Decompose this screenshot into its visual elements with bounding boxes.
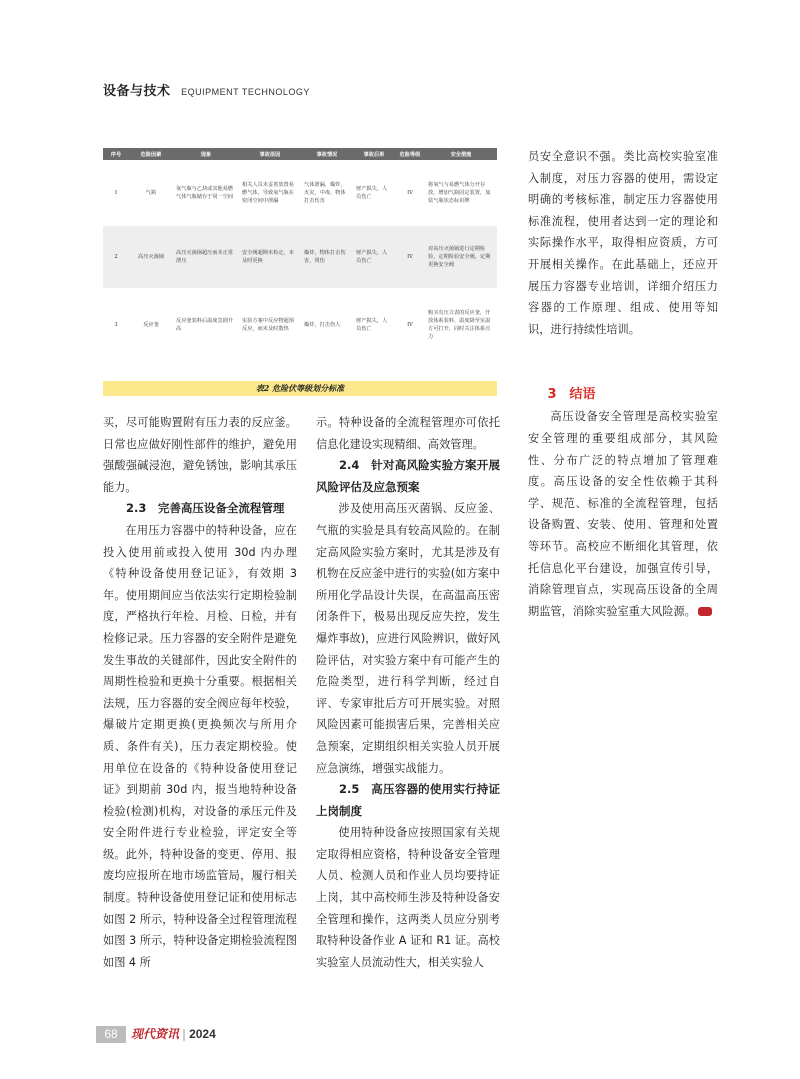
cell-measures: 将氧气与易燃气体分开存放，增加气瓶固定装置，加装气瓶状态标识牌	[425, 160, 497, 226]
cell-measures: 购买有压力表的反应釜，开放体系装料，温度降至室温方可打开，同时关注体系压力	[425, 288, 497, 362]
cell-level: IV	[395, 160, 425, 226]
th-hazard: 危险因素	[129, 148, 173, 160]
cell-level: IV	[395, 288, 425, 362]
cell-hazard: 高压灭菌锅	[129, 226, 173, 288]
paragraph-conclusion	[528, 406, 718, 622]
column-right	[528, 146, 718, 622]
section-heading-2-5: 2.5 高压容器的使用实行持证上岗制度	[316, 782, 500, 818]
cell-hazard: 反应釜	[129, 288, 173, 362]
cell-hazard: 气瓶	[129, 160, 173, 226]
page-number: 68	[96, 1026, 126, 1043]
conclusion-text: 高压设备安全管理是高校实验室安全管理的重要组成部分，其风险性、分布广泛的特点增加了管理难度。高压设备的安全性依赖于其科学、规范、标准的全流程管理，包括设备购置、安装、使用、管理和处置等环节。高校应不断细化其管理，依托信息化平台建设，加强宣传引导，消除管理盲点，实现高压设备的全周期监管，消除实验室重大风险源。	[528, 410, 718, 618]
paragraph: 在用压力容器中的特种设备，应在投入使用前或投入使用 30d 内办理《特种设备使用登记证》，有效期 3 年。使用期间应当依法实行定期检验制度，严格执行年检、月检、日检，并有检修记录。压力容器的安全附件是避免发生事故的关键部件，因此安全附件的周期性检验和更换十分重要。根据相关法规，压力容器的安全阀应每年校验，爆破片定期更换(更换频次与所用介质、条件有关)，压力表定期校验。使用单位在设备的《特种设备使用登记证》到期前 30d 内，报当地特种设备检验(检测)机构，对设备的承压元件及安全附件进行专业检验，评定安全等级。此外，特种设备的变更、停用、报废均应报所在地市场监管局，履行相关制度。特种设备使用登记证和使用标志如图 2 所示，特种设备全过程管理流程如图 3 所示，特种设备定期检验流程图如图 4 所	[103, 523, 297, 969]
header-section-cn: 设备与技术	[103, 84, 171, 99]
magazine-name: 现代资讯	[131, 1027, 180, 1041]
cell-phenomenon: 高压灭菌锅超压而未正常泄压	[173, 226, 239, 288]
th-measures: 安全措施	[425, 148, 497, 160]
th-level: 危险等级	[395, 148, 425, 160]
column-middle	[316, 412, 500, 973]
cell-phenomenon: 氧气瓶与乙炔或其他易燃气体气瓶储存于同一空间	[173, 160, 239, 226]
cell-cause: 实验方案中反应物超预反应，而未及时散热	[239, 288, 301, 362]
th-index: 序号	[103, 148, 129, 160]
cell-level: IV	[395, 226, 425, 288]
cell-measures: 对高压灭菌锅进行定期检验，定期检验安全阀，定期更换安全阀	[425, 226, 497, 288]
paragraph: 使用特种设备应按照国家有关规定取得相应资格，特种设备安全管理人员、检测人员和作业人员均要持证上岗，其中高校师生涉及特种设备安全管理和操作，这两类人员应分别考取特种设备作业 A 证和 R1 证。高校实验室人员流动性大，相关实验人	[316, 826, 500, 969]
cell-consequence: 财产损失，人员伤亡	[353, 160, 395, 226]
table-row	[103, 226, 497, 288]
paragraph: 示。特种设备的全流程管理亦可依托信息化建设实现精细、高效管理。	[316, 416, 500, 451]
table-row	[103, 288, 497, 362]
paragraph: 员安全意识不强。类比高校实验室准入制度，对压力容器的使用，需设定明确的考核标准，制定压力容器使用标准流程，使用者达到一定的理论和实际操作水平，取得相应资质，方可开展相关操作。在此基础上，还应开展压力容器专业培训，详细介绍压力容器的工作原理、组成、使用等知识，进行持续性培训。	[528, 150, 718, 336]
cell-index: 1	[103, 160, 129, 226]
cell-situation: 爆炸，物体打击伤害，烫伤	[301, 226, 353, 288]
cell-cause: 安全阀超期未检定，未及时更换	[239, 226, 301, 288]
column-left	[103, 412, 297, 973]
running-header	[103, 80, 310, 99]
th-situation: 事故情况	[301, 148, 353, 160]
header-section-en: EQUIPMENT TECHNOLOGY	[181, 87, 310, 97]
paragraph: 涉及使用高压灭菌锅、反应釜、气瓶的实验是具有较高风险的。在制定高风险实验方案时，尤其是涉及有机物在反应釜中进行的实验(如方案中所用化学品设计失误，在高温高压密闭条件下，极易出现反应失控，发生爆炸事故)，应进行风险辨识，做好风险评估，对实验方案中有可能产生的危险类型，进行科学判断，经过自评、专家审批后方可开展实验。对照风险因素可能损害后果，完善相关应急预案，定期组织相关实验人员开展应急演练，增强实战能力。	[316, 502, 500, 775]
article-end-icon	[698, 607, 712, 616]
cell-situation: 气体泄漏，爆炸，火灾，中毒，物体打击伤害	[301, 160, 353, 226]
th-cause: 事故原因	[239, 148, 301, 160]
th-consequence: 事故后果	[353, 148, 395, 160]
table-row	[103, 160, 497, 226]
th-phenomenon: 现象	[173, 148, 239, 160]
table-header-row	[103, 148, 497, 160]
footer-magazine	[131, 1026, 216, 1043]
cell-index: 2	[103, 226, 129, 288]
cell-situation: 爆炸，打击伤人	[301, 288, 353, 362]
table-caption: 表2 危险伏等级划分标准	[103, 381, 497, 396]
hazard-table-figure	[103, 148, 497, 398]
section-heading-conclusion: 3 结语	[547, 387, 596, 403]
issue-year: 2024	[189, 1027, 216, 1041]
section-heading-2-4: 2.4 针对高风险实验方案开展风险评估及应急预案	[316, 458, 500, 494]
cell-index: 3	[103, 288, 129, 362]
section-heading-2-3: 2.3 完善高压设备全流程管理	[126, 501, 285, 516]
cell-consequence: 财产损失，人员伤亡	[353, 288, 395, 362]
cell-phenomenon: 反应釜装料后温度急剧升高	[173, 288, 239, 362]
cell-cause: 相关人员未妥善放置易燃气体，导致氧气瓶在密闭空间中泄漏	[239, 160, 301, 226]
paragraph: 买，尽可能购置附有压力表的反应釜。日常也应做好刚性部件的维护，避免用强酸强碱浸泡，避免锈蚀，影响其承压能力。	[103, 416, 297, 494]
cell-consequence: 财产损失，人员伤亡	[353, 226, 395, 288]
footer-separator: |	[182, 1027, 187, 1041]
hazard-grade-table	[103, 148, 497, 362]
